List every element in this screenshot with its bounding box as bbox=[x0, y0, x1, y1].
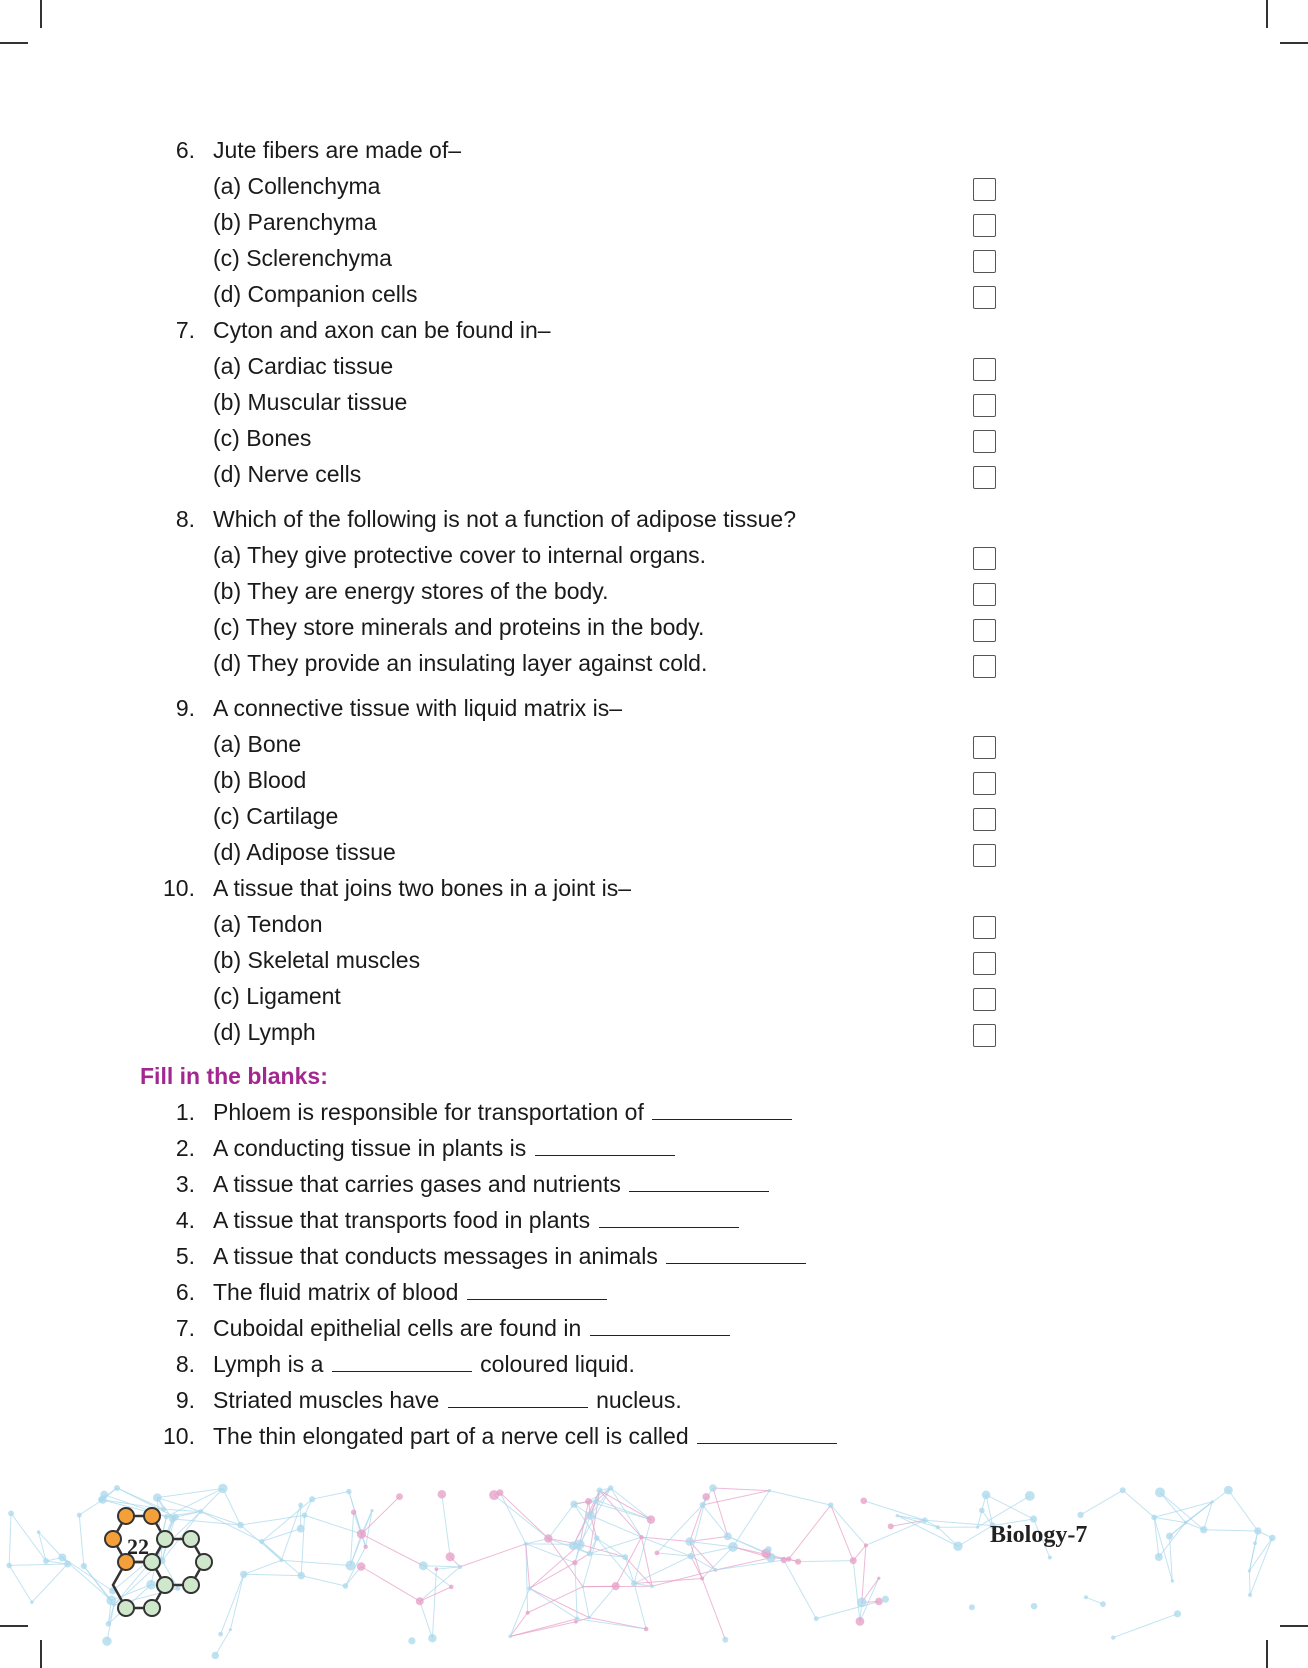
answer-checkbox[interactable] bbox=[973, 250, 996, 273]
item-text-after: coloured liquid. bbox=[480, 1351, 635, 1377]
question-text: Which of the following is not a function of adipose tissue? bbox=[213, 506, 797, 532]
fill-blank-item bbox=[150, 1094, 794, 1130]
mcq-option: (a) Tendon bbox=[213, 911, 323, 937]
mcq-option: (c) Cartilage bbox=[213, 803, 339, 829]
item-text: Lymph is a bbox=[213, 1351, 324, 1377]
answer-blank[interactable] bbox=[332, 1351, 472, 1372]
mcq-option: (d) Nerve cells bbox=[213, 461, 362, 487]
fill-blank-item bbox=[150, 1274, 609, 1310]
page-number: 22 bbox=[127, 1534, 149, 1559]
question-number: 10. bbox=[163, 875, 195, 901]
mcq-option: (b) They are energy stores of the body. bbox=[213, 578, 609, 604]
answer-checkbox[interactable] bbox=[973, 547, 996, 570]
mcq-question bbox=[150, 870, 631, 906]
mcq-option: (b) Skeletal muscles bbox=[213, 947, 421, 973]
answer-checkbox[interactable] bbox=[973, 988, 996, 1011]
question-text: A tissue that joins two bones in a joint is– bbox=[213, 875, 632, 901]
item-number: 3. bbox=[175, 1171, 195, 1197]
fill-blank-item bbox=[150, 1310, 732, 1346]
answer-checkbox[interactable] bbox=[973, 772, 996, 795]
item-number: 6. bbox=[175, 1279, 195, 1305]
mcq-option: (d) Lymph bbox=[213, 1019, 316, 1045]
item-text-after: nucleus. bbox=[596, 1387, 682, 1413]
crop-mark bbox=[1266, 0, 1268, 28]
answer-checkbox[interactable] bbox=[973, 358, 996, 381]
question-text: Jute fibers are made of– bbox=[213, 137, 462, 163]
answer-blank[interactable] bbox=[448, 1387, 588, 1408]
item-text: A tissue that conducts messages in animals bbox=[213, 1243, 658, 1269]
fill-blank-item bbox=[150, 1382, 682, 1418]
fill-blank-item bbox=[150, 1238, 808, 1274]
answer-checkbox[interactable] bbox=[973, 844, 996, 867]
answer-blank[interactable] bbox=[599, 1207, 739, 1228]
answer-checkbox[interactable] bbox=[973, 214, 996, 237]
answer-blank[interactable] bbox=[535, 1135, 675, 1156]
answer-blank[interactable] bbox=[467, 1279, 607, 1300]
mcq-question bbox=[150, 312, 551, 348]
answer-checkbox[interactable] bbox=[973, 808, 996, 831]
answer-checkbox[interactable] bbox=[973, 466, 996, 489]
item-number: 4. bbox=[175, 1207, 195, 1233]
mcq-option: (d) They provide an insulating layer against cold. bbox=[213, 650, 708, 676]
item-number: 10. bbox=[163, 1423, 195, 1449]
question-number: 6. bbox=[175, 137, 195, 163]
mcq-option: (b) Parenchyma bbox=[213, 209, 377, 235]
mcq-option: (b) Blood bbox=[213, 767, 307, 793]
mcq-question bbox=[150, 501, 796, 537]
fill-blank-item bbox=[150, 1346, 635, 1382]
item-text: Striated muscles have bbox=[213, 1387, 440, 1413]
answer-checkbox[interactable] bbox=[973, 655, 996, 678]
mcq-option: (d) Companion cells bbox=[213, 281, 418, 307]
answer-checkbox[interactable] bbox=[973, 286, 996, 309]
mcq-question bbox=[150, 132, 461, 168]
item-number: 9. bbox=[175, 1387, 195, 1413]
fill-blank-item bbox=[150, 1166, 771, 1202]
answer-blank[interactable] bbox=[652, 1099, 792, 1120]
mcq-question bbox=[150, 690, 622, 726]
question-number: 9. bbox=[175, 695, 195, 721]
crop-mark bbox=[40, 0, 42, 28]
mcq-option: (a) Cardiac tissue bbox=[213, 353, 394, 379]
question-text: A connective tissue with liquid matrix is– bbox=[213, 695, 623, 721]
book-title: Biology-7 bbox=[990, 1522, 1088, 1548]
answer-checkbox[interactable] bbox=[973, 736, 996, 759]
mcq-option: (c) Ligament bbox=[213, 983, 341, 1009]
item-text: Phloem is responsible for transportation of bbox=[213, 1099, 644, 1125]
fill-blank-item bbox=[150, 1130, 677, 1166]
answer-checkbox[interactable] bbox=[973, 619, 996, 642]
item-text: The thin elongated part of a nerve cell is called bbox=[213, 1423, 689, 1449]
answer-blank[interactable] bbox=[666, 1243, 806, 1264]
mcq-option: (d) Adipose tissue bbox=[213, 839, 396, 865]
item-text: A tissue that transports food in plants bbox=[213, 1207, 591, 1233]
fill-blank-item bbox=[150, 1202, 741, 1238]
mcq-option: (b) Muscular tissue bbox=[213, 389, 408, 415]
fill-blanks-heading: Fill in the blanks: bbox=[140, 1063, 328, 1089]
mcq-option: (c) They store minerals and proteins in the body. bbox=[213, 614, 705, 640]
mcq-option: (a) Bone bbox=[213, 731, 302, 757]
item-text: Cuboidal epithelial cells are found in bbox=[213, 1315, 582, 1341]
item-number: 5. bbox=[175, 1243, 195, 1269]
mcq-option: (a) They give protective cover to internal organs. bbox=[213, 542, 707, 568]
crop-mark bbox=[1280, 42, 1308, 44]
answer-checkbox[interactable] bbox=[973, 1024, 996, 1047]
item-number: 2. bbox=[175, 1135, 195, 1161]
item-number: 7. bbox=[175, 1315, 195, 1341]
question-number: 8. bbox=[175, 506, 195, 532]
answer-checkbox[interactable] bbox=[973, 394, 996, 417]
hexagon-emblem-icon bbox=[90, 1500, 240, 1640]
answer-checkbox[interactable] bbox=[973, 583, 996, 606]
answer-checkbox[interactable] bbox=[973, 952, 996, 975]
mcq-option: (c) Bones bbox=[213, 425, 312, 451]
question-text: Cyton and axon can be found in– bbox=[213, 317, 551, 343]
crop-mark bbox=[0, 42, 28, 44]
answer-checkbox[interactable] bbox=[973, 430, 996, 453]
item-text: A conducting tissue in plants is bbox=[213, 1135, 527, 1161]
item-number: 8. bbox=[175, 1351, 195, 1377]
item-text: A tissue that carries gases and nutrients bbox=[213, 1171, 621, 1197]
answer-checkbox[interactable] bbox=[973, 178, 996, 201]
item-text: The fluid matrix of blood bbox=[213, 1279, 459, 1305]
mcq-option: (c) Sclerenchyma bbox=[213, 245, 392, 271]
answer-checkbox[interactable] bbox=[973, 916, 996, 939]
answer-blank[interactable] bbox=[590, 1315, 730, 1336]
item-number: 1. bbox=[175, 1099, 195, 1125]
answer-blank[interactable] bbox=[629, 1171, 769, 1192]
question-number: 7. bbox=[175, 317, 195, 343]
mcq-option: (a) Collenchyma bbox=[213, 173, 381, 199]
